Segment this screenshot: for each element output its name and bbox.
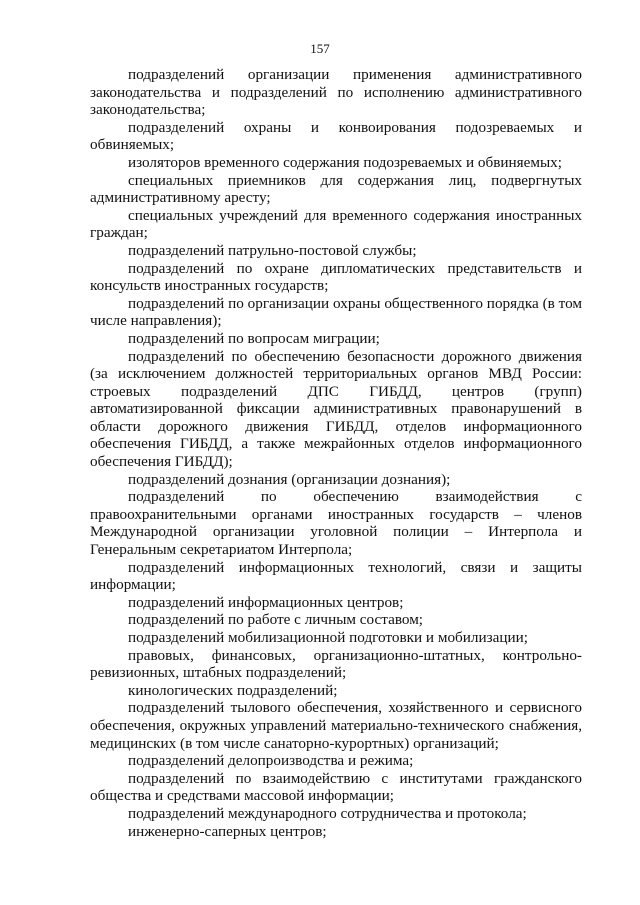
list-item: подразделений по организации охраны общественного порядка (в том числе направления); bbox=[90, 294, 582, 330]
list-item: подразделений по обеспечению взаимодействия с правоохранительными органами иностранных государств – членов Международной организации уголовной полиции – Интерпола и Генеральным секретариатом Интерпола; bbox=[90, 488, 582, 559]
list-item: правовых, финансовых, организационно-штатных, контрольно-ревизионных, штабных подразделений; bbox=[90, 646, 582, 682]
list-item: кинологических подразделений; bbox=[128, 681, 338, 699]
list-item: подразделений мобилизационной подготовки и мобилизации; bbox=[128, 629, 528, 646]
list-item: подразделений дознания (организации дознания); bbox=[128, 470, 451, 488]
list-item: подразделений информационных технологий, связи и защиты информации; bbox=[90, 558, 582, 594]
list-item: специальных учреждений для временного содержания иностранных граждан; bbox=[90, 206, 582, 242]
list-item: подразделений международного сотрудничества и протокола; bbox=[128, 804, 527, 822]
list-item: подразделений по вопросам миграции; bbox=[128, 329, 380, 347]
list-item: подразделений охраны и конвоирования подозреваемых и обвиняемых; bbox=[90, 118, 582, 154]
list-item: подразделений организации применения административного законодательства и подразделений по исполнению административного законодательства; bbox=[90, 66, 582, 119]
list-item: инженерно-саперных центров; bbox=[128, 822, 327, 840]
list-item: подразделений по обеспечению безопасности дорожного движения (за исключением должностей территориальных органов МВД России: строевых подразделений ДПС ГИБДД, центров (групп) автоматизированной фиксации административных правонарушений в области дорожного движения ГИБДД, отделов информационного обеспечения ГИБДД, а также межрайонных отделов информационного обеспечения ГИБДД); bbox=[90, 347, 582, 471]
document-body bbox=[90, 66, 582, 840]
list-item: подразделений по взаимодействию с институтами гражданского общества и средствами массовой информации; bbox=[90, 769, 582, 805]
list-item: подразделений тылового обеспечения, хозяйственного и сервисного обеспечения, окружных управлений материально-технического снабжения, медицинских (в том числе санаторно-курортных) организаций; bbox=[90, 699, 582, 752]
list-item: подразделений информационных центров; bbox=[128, 593, 404, 611]
list-item: подразделений по работе с личным составом; bbox=[128, 611, 424, 629]
list-item: подразделений делопроизводства и режима; bbox=[128, 752, 414, 770]
list-item: специальных приемников для содержания лиц, подвергнутых административному аресту; bbox=[90, 171, 582, 207]
list-item: подразделений патрульно-постовой службы; bbox=[128, 241, 417, 259]
list-item: подразделений по охране дипломатических представительств и консульств иностранных государств; bbox=[90, 259, 582, 295]
page-number: 157 bbox=[310, 41, 330, 56]
list-item: изоляторов временного содержания подозреваемых и обвиняемых; bbox=[128, 153, 562, 171]
